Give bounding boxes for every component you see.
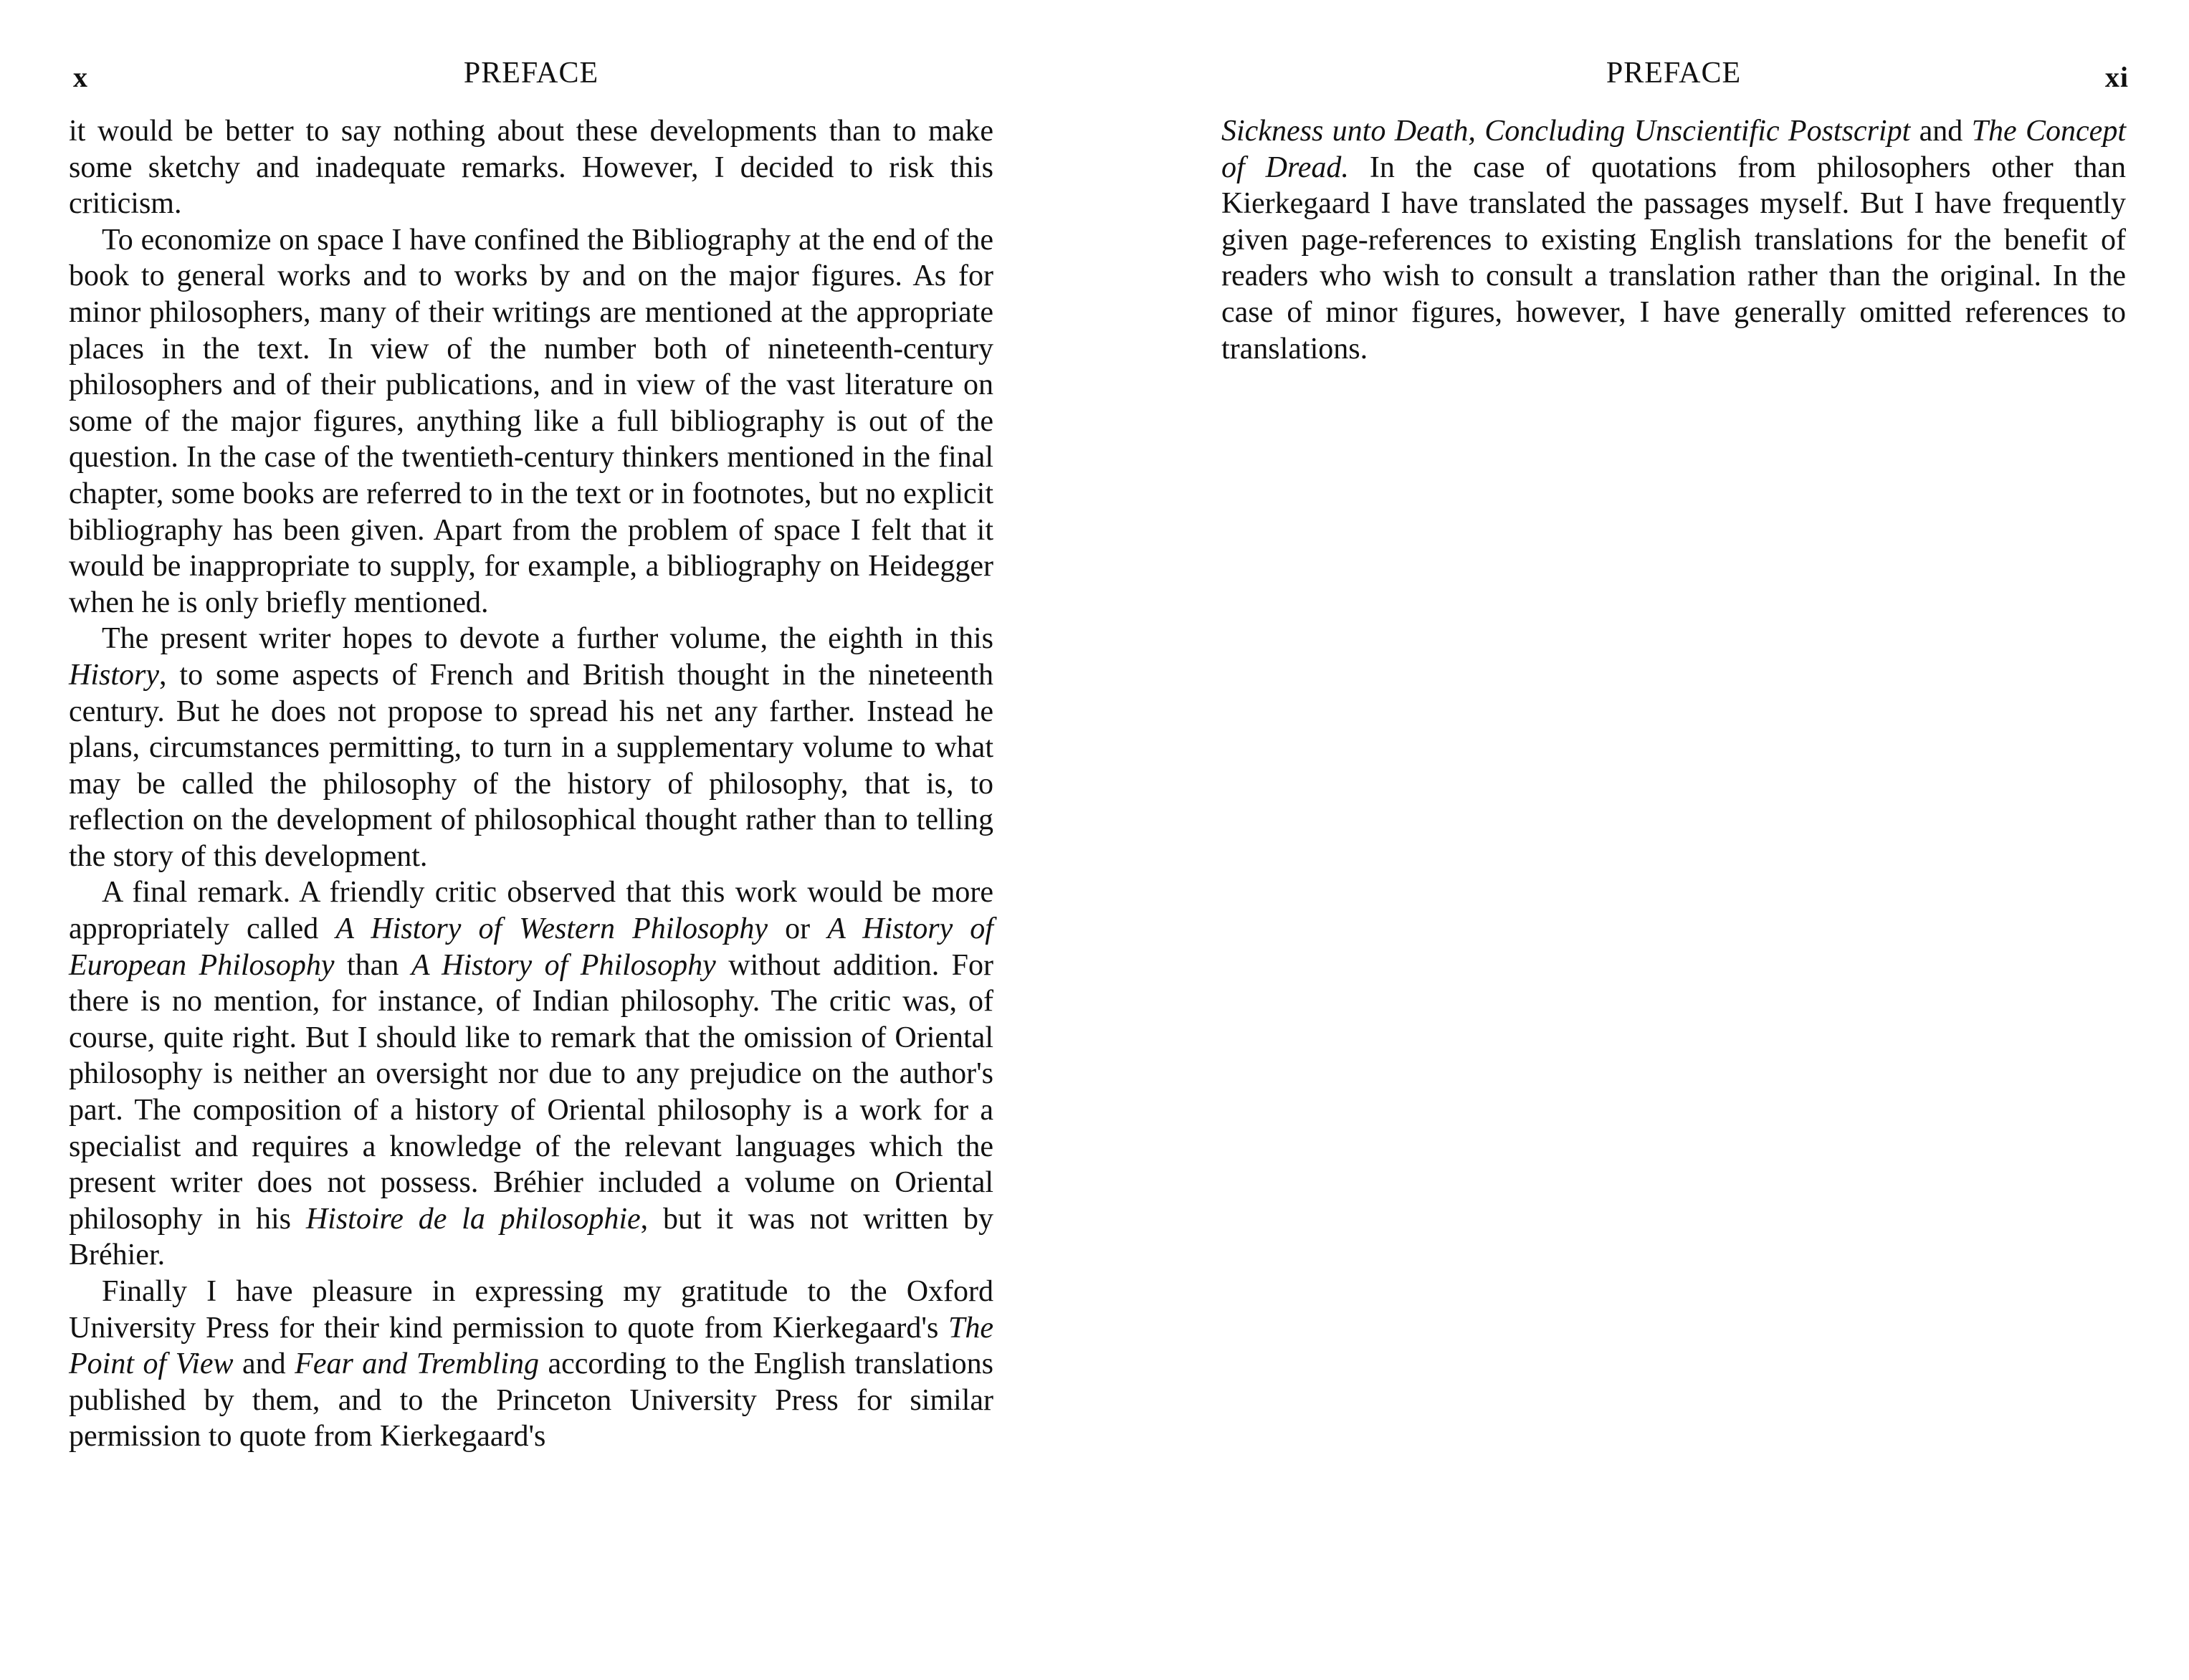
- paragraph: [1221, 113, 2126, 367]
- paragraph: [69, 874, 993, 1274]
- paragraph: [69, 621, 993, 874]
- running-head: PREFACE: [1606, 57, 1742, 90]
- paragraph: it would be better to say nothing about these developments than to make some sketchy and inadequate remarks. However, I decided to risk this criticism.: [69, 115, 993, 221]
- paragraph: To economize on space I have confined the Bibliography at the end of the book to general works and to works by and on the major figures. As for minor philosophers, many of their writings are mentioned at the appropriate places in the text. In view of the number both of nineteenth-century philosophers and of their publications, and in view of the vast literature on some of the major figures, anything like a full bibliography is out of the question. In the case of the twentieth-century thinkers mentioned in the final chapter, some books are referred to in the text or in footnotes, but no explicit bibliography has been given. Apart from the problem of space I felt that it would be inappropriate to supply, for example, a bibliography on Heidegger when he is only briefly mentioned.: [69, 223, 993, 619]
- left-page-body: [69, 113, 993, 1455]
- text-run: The present writer hopes to devote a further volume, the eighth in this: [102, 622, 993, 656]
- italic-title: The Point of View: [69, 1311, 993, 1381]
- italic-title: Sickness unto Death, Concluding Unscientific Postscript: [1221, 115, 1911, 148]
- right-page: [1221, 0, 2129, 1680]
- text-run: , but it was not written by Bréhier.: [69, 1202, 993, 1272]
- italic-title: A History of Western Philosophy: [335, 912, 768, 946]
- text-run: without addition. For there is no mention, for instance, of Indian philosophy. The critic was, of course, quite right. But I should like to remark that the omission of Oriental philosophy is neither an oversight nor due to any prejudice on the author's part. The composition of a history of Oriental philosophy is a work for a specialist and requires a knowledge of the relevant languages which the present writer does not possess. Bréhier included a volume on Oriental philosophy in his: [69, 948, 994, 1236]
- running-head: PREFACE: [463, 57, 599, 90]
- italic-title: A History of European Philosophy: [69, 912, 993, 982]
- text-run: and: [1910, 115, 1972, 148]
- page-number: xi: [2104, 61, 2129, 93]
- text-run: Finally I have pleasure in expressing my gratitude to the Oxford University Press for their kind permission to quote from Kierkegaard's: [69, 1275, 993, 1345]
- left-page-header: [69, 56, 993, 99]
- text-run: than: [334, 948, 411, 982]
- text-run: and: [233, 1347, 295, 1381]
- paragraph: [69, 1274, 993, 1455]
- text-run: A final remark. A friendly critic observed that this work would be more appropriately called: [69, 876, 993, 946]
- text-run: according to the English translations published by them, and to the Princeton University Press for similar permission to quote from Kierkegaard's: [69, 1347, 993, 1454]
- italic-title: Histoire de la philosophie: [305, 1202, 641, 1236]
- text-run: , to some aspects of French and British thought in the nineteenth century. But he does not propose to spread his net any farther. Instead he plans, circumstances permitting, to turn in a supplementary volume to what may be called the philosophy of the history of philosophy, that is, to reflection on the development of philosophical thought rather than to telling the story of this development.: [69, 658, 993, 873]
- page-number: x: [73, 61, 88, 93]
- right-page-body: [1221, 113, 2126, 367]
- italic-title: A History of Philosophy: [411, 948, 716, 982]
- right-page-header: [1221, 56, 2129, 99]
- left-page: [69, 0, 993, 1680]
- text-run: or: [768, 912, 828, 946]
- italic-title: Fear and Trembling: [295, 1347, 539, 1381]
- italic-title: The Concept of Dread.: [1221, 115, 2126, 184]
- text-run: In the case of quotations from philosophers other than Kierkegaard I have translated the passages myself. But I have frequently given page-references to existing English translations for the benefit of readers who wish to consult a translation rather than the original. In the case of minor figures, however, I have generally omitted references to translations.: [1221, 151, 2126, 366]
- italic-title: History: [69, 658, 159, 692]
